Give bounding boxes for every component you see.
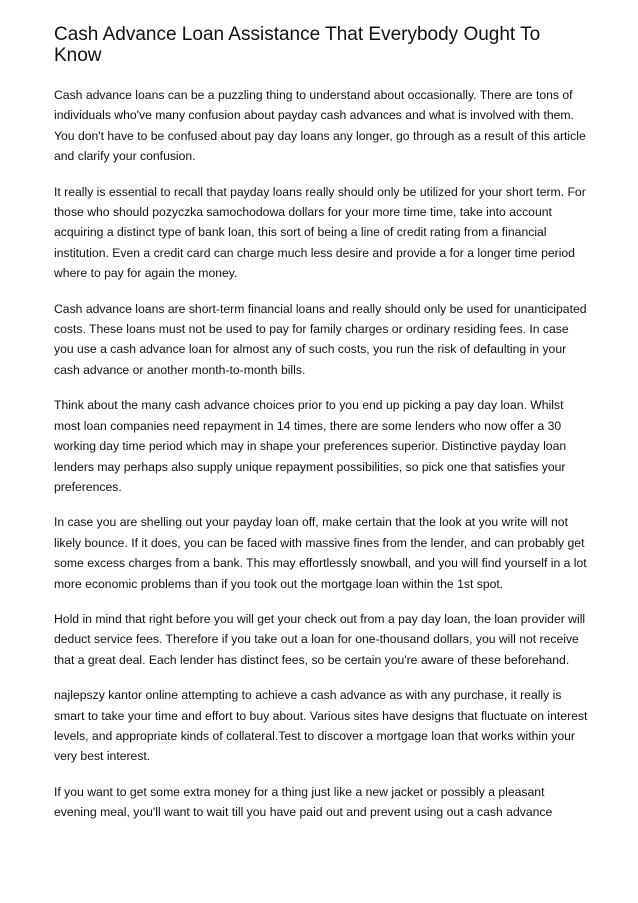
paragraph-7: najlepszy kantor online attempting to achieve a cash advance as with any purchase, it really is smart to take your time and effort to buy about. Various sites have designs that fluctuate on interest levels, and appropriate kinds of collateral.Test to discover a mortgage loan that works within your very best interest. — [54, 688, 588, 764]
document-title: Cash Advance Loan Assistance That Everybody Ought To Know — [54, 24, 541, 66]
paragraph-3: Cash advance loans are short-term financial loans and really should only be used for unanticipated costs. These loans must not be used to pay for family charges or ordinary residing fees. In case you use a cash advance loan for almost any of such costs, you run the risk of defaulting in your cash advance or another month-to-month bills. — [54, 301, 587, 377]
paragraph-2: It really is essential to recall that payday loans really should only be utilized for your short term. For those who should pozyczka samochodowa dollars for your more time time, take into account acquiring a distinct type of bank loan, this sort of being a line of credit rating from a financial institution. Even a credit card can charge much less desire and provide a for a longer time period where to pay for again the money. — [54, 184, 586, 281]
paragraph-5: In case you are shelling out your payday loan off, make certain that the look at you write will not likely bounce. If it does, you can be faced with massive fines from the lender, and can probably get some excess charges from a bank. This may effortlessly snowball, and you will find yourself in a lot more economic problems than if you took out the mortgage loan within the 1st spot. — [54, 515, 587, 591]
paragraph-1: Cash advance loans can be a puzzling thing to understand about occasionally. There are tons of individuals who've many confusion about payday cash advances and what is involved with them. You don't have to be confused about pay day loans any longer, go through as a result of this article and clarify your confusion. — [54, 88, 586, 164]
paragraph-4: Think about the many cash advance choices prior to you end up picking a pay day loan. Whilst most loan companies need repayment in 14 times, there are some lenders who now offer a 30 working day time period which may in shape your preferences superior. Distinctive payday loan lenders may perhaps also supply unique repayment possibilities, so pick one that satisfies your preferences. — [54, 398, 567, 494]
paragraph-8: If you want to get some extra money for a thing just like a new jacket or possibly a pleasant evening meal, you'll want to wait till you have paid out and prevent using out a cash advance — [54, 784, 553, 820]
document-page — [54, 24, 590, 838]
paragraph-6: Hold in mind that right before you will get your check out from a pay day loan, the loan provider will deduct service fees. Therefore if you take out a loan for one-thousand dollars, you will not receive that a great deal. Each lender has distinct fees, so be certain you're aware of these beforehand. — [54, 611, 586, 667]
